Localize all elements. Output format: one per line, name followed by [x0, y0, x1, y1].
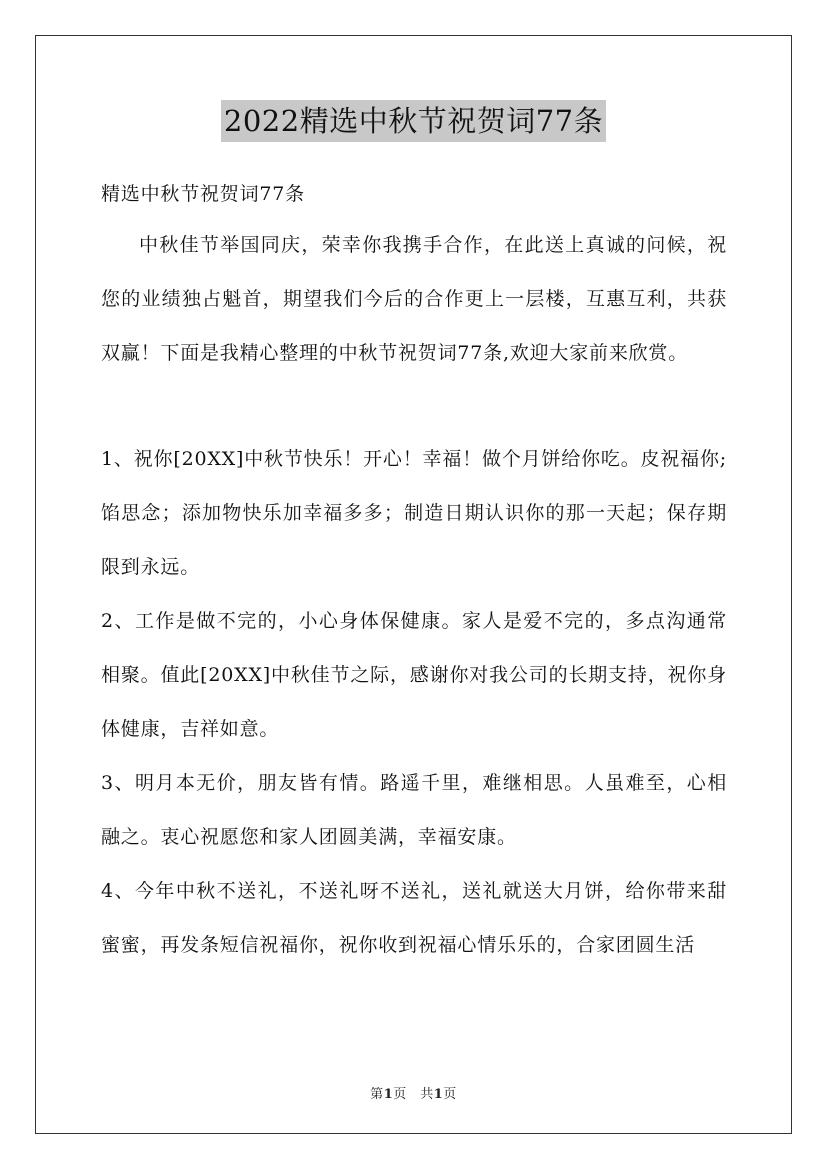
list-item-3: 3、明月本无价，朋友皆有情。路遥千里，难继相思。人虽难至，心相融之。衷心祝愿您和家人团圆美满，幸福安康。: [101, 772, 727, 848]
footer-mid: 页 共: [393, 1087, 434, 1102]
document-subtitle: 精选中秋节祝贺词77条: [101, 183, 305, 205]
list-item-1: 1、祝你[20XX]中秋节快乐！开心！幸福！做个月饼给你吃。皮祝福你;馅思念；添加物快乐加幸福多多；制造日期认识你的那一天起；保存期限到永远。: [101, 448, 727, 578]
document-title: [0, 100, 827, 142]
footer-page-total: 1: [433, 1087, 444, 1102]
list-item-2: 2、工作是做不完的，小心身体保健康。家人是爱不完的，多点沟通常相聚。值此[20XX]中秋佳节之际，感谢你对我公司的长期支持，祝你身体健康，吉祥如意。: [101, 610, 727, 740]
footer-prefix: 第: [370, 1087, 384, 1102]
paragraph-spacer: [101, 380, 727, 432]
list-item-4: 4、今年中秋不送礼，不送礼呀不送礼，送礼就送大月饼，给你带来甜蜜蜜，再发条短信祝福你，祝你收到祝福心情乐乐的，合家团圆生活: [101, 880, 727, 956]
footer-page-current: 1: [383, 1087, 394, 1102]
footer-suffix: 页: [443, 1087, 457, 1102]
page-footer: [0, 1083, 827, 1102]
intro-paragraph: 中秋佳节举国同庆，荣幸你我携手合作，在此送上真诚的问候，祝您的业绩独占魁首，期望我们今后的合作更上一层楼，互惠互利，共获双赢！下面是我精心整理的中秋节祝贺词77条,欢迎大家前来欣赏。: [101, 234, 727, 364]
document-body: [101, 170, 727, 972]
document-title-text: 2022精选中秋节祝贺词77条: [221, 100, 606, 142]
